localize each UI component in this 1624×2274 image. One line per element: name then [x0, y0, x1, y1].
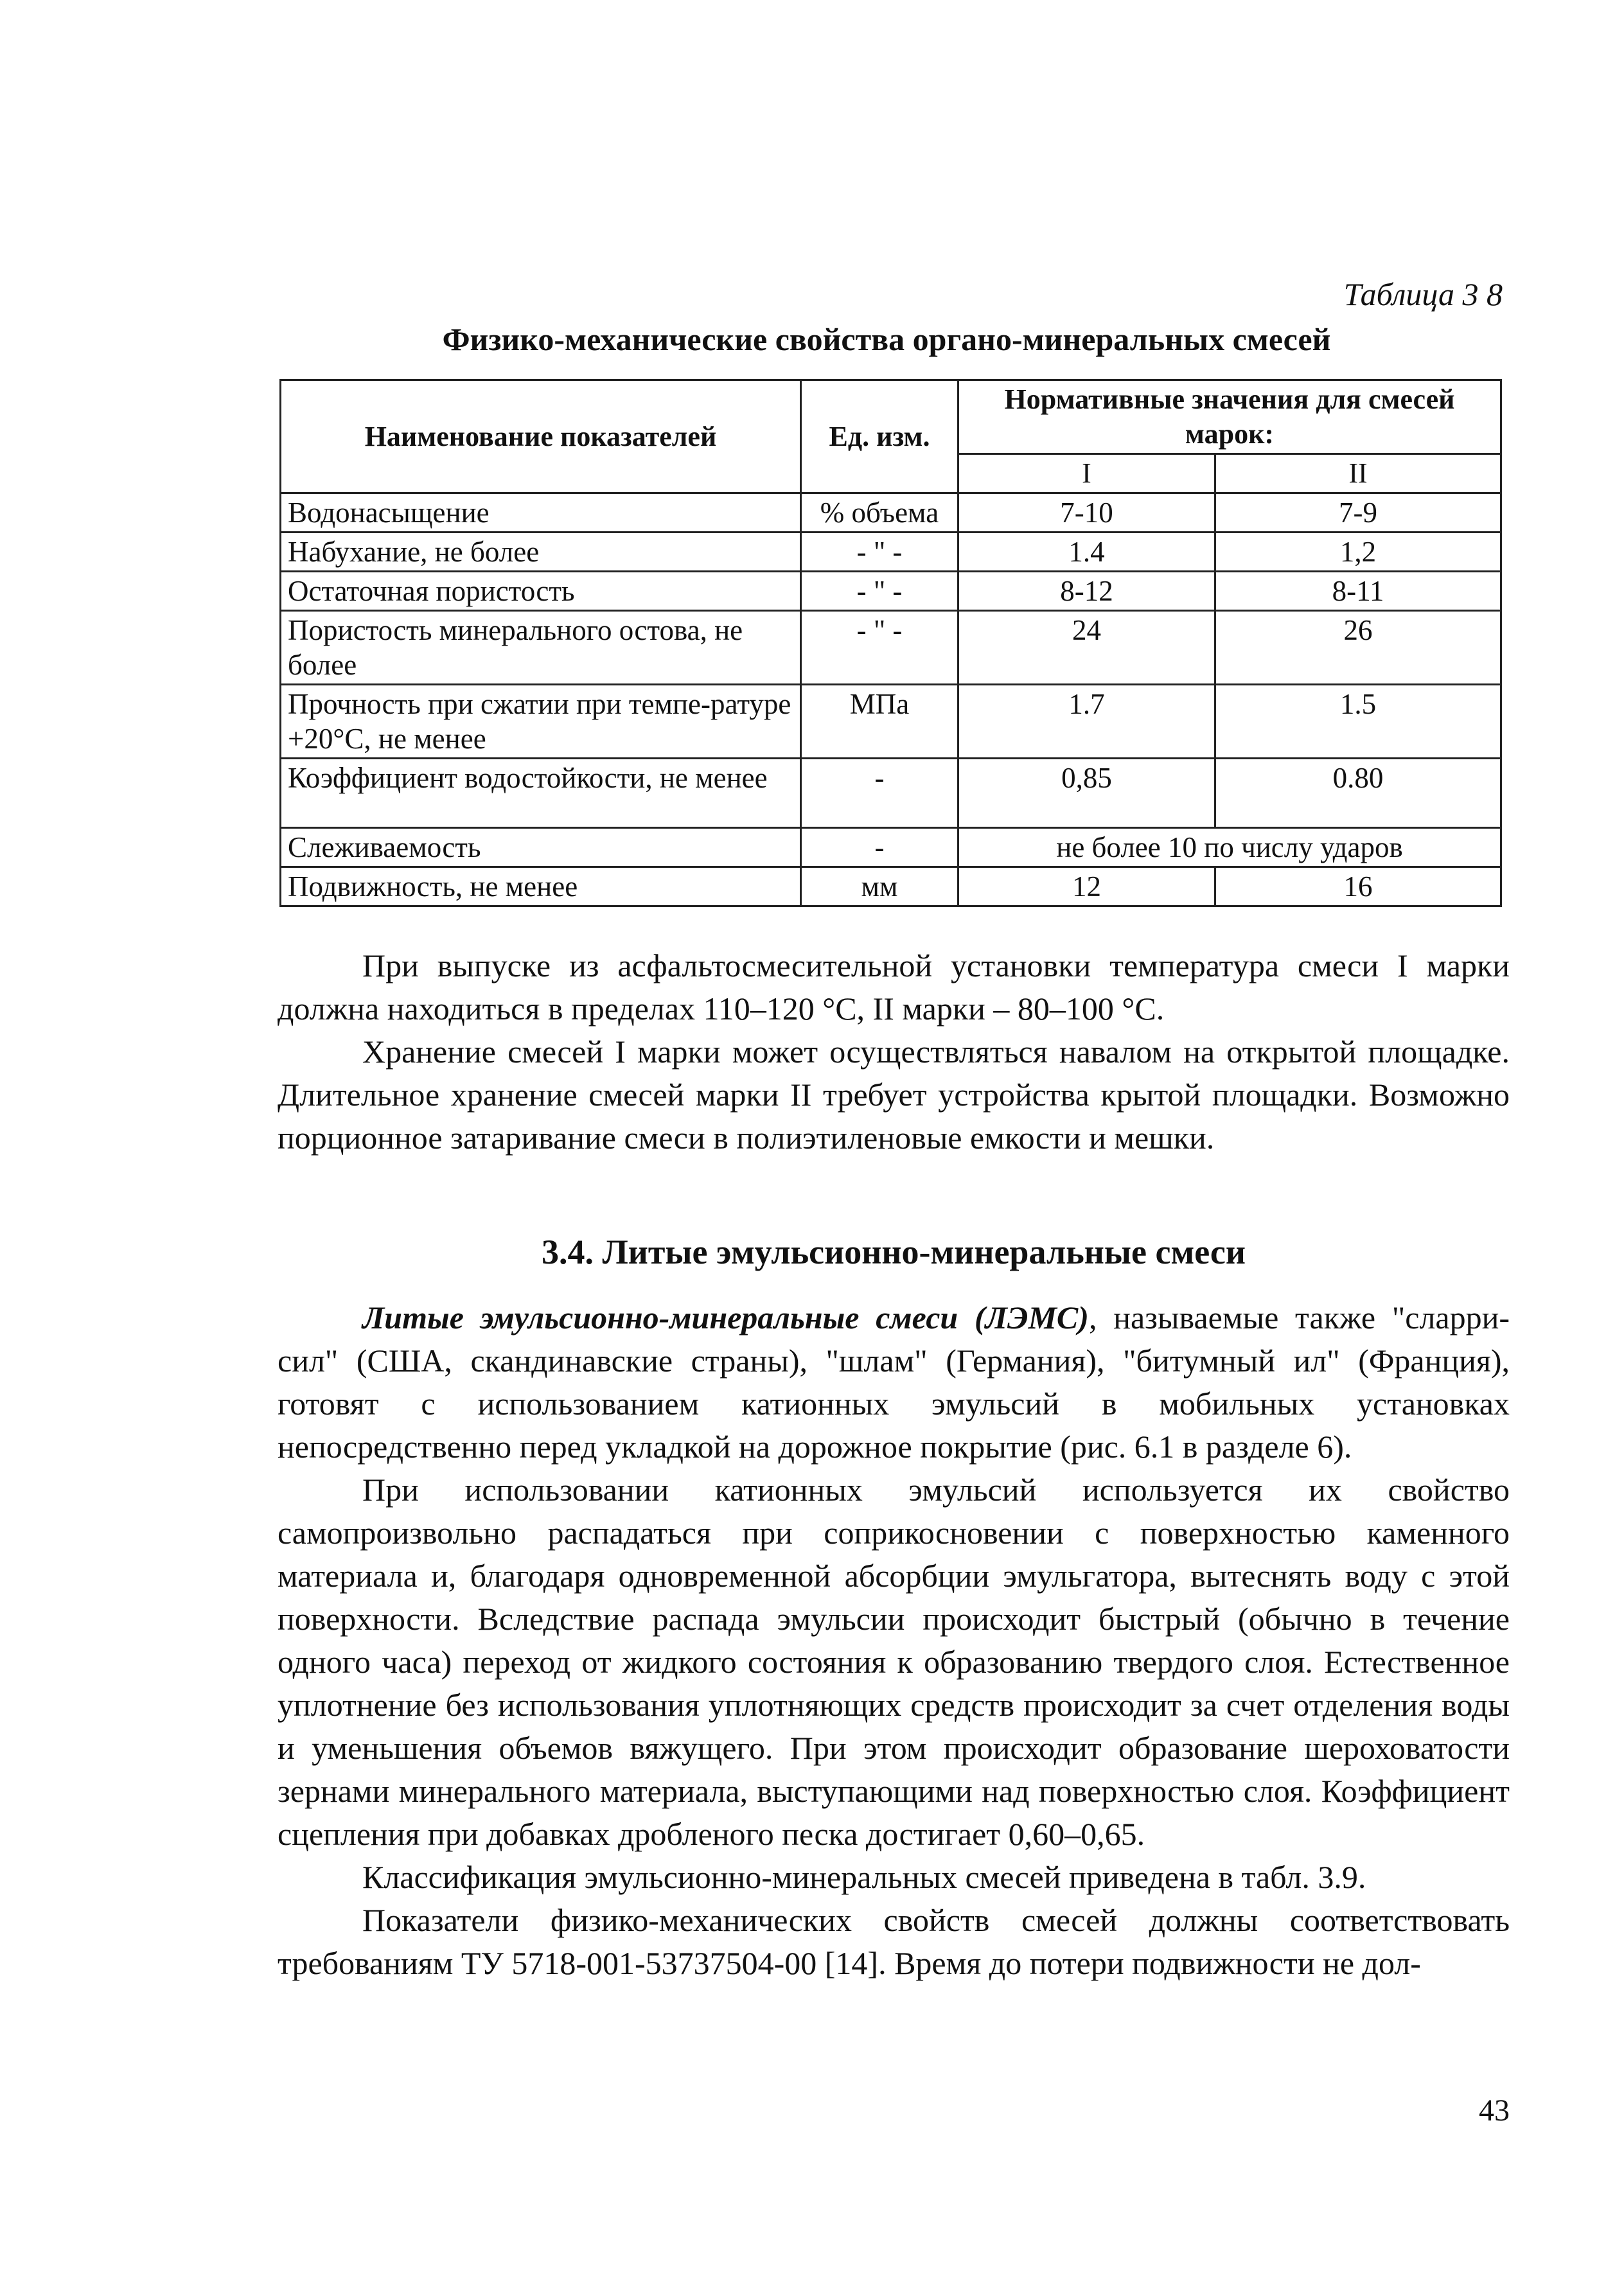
row-unit: - — [801, 759, 958, 828]
row-value-1: 1.7 — [958, 685, 1215, 759]
paragraph — [278, 1296, 1510, 1468]
paragraph: При использовании катионных эмульсий используется их свойство самопроизвольно распадаться при соприкосновении с поверхностью каменного материала и, благодаря одновременной абсорбции эмульгатора, вытеснять воду с этой поверхности. Вследствие распада эмульсии происходит быстрый (обычно в течение одного часа) переход от жидкого состояния к образованию твердого слоя. Естественное уплотнение без использования уплотняющих средств происходит за счет отделения воды и уменьшения объемов вяжущего. При этом происходит образование шероховатости зернами минерального материала, выступающими над поверхностью слоя. Коэффициент сцепления при добавках дробленого песка достигает 0,60–0,65. — [278, 1472, 1510, 1852]
row-value-1: 0,85 — [958, 759, 1215, 828]
row-value-1: 12 — [958, 867, 1215, 906]
section-title: 3.4. Литые эмульсионно-минеральные смеси — [542, 1233, 1246, 1271]
paragraph: Показатели физико-механических свойств смесей должны соответствовать требованиям ТУ 5718-001-53737504-00 [14]. Время до потери подвижности не дол- — [278, 1902, 1510, 1981]
table-row — [281, 533, 1501, 572]
row-name: Коэффициент водостойкости, не менее — [281, 759, 801, 828]
row-value-2: 8-11 — [1215, 572, 1501, 611]
row-name: Подвижность, не менее — [281, 867, 801, 906]
paragraph: Классификация эмульсионно-минеральных смесей приведена в табл. 3.9. — [362, 1859, 1366, 1895]
row-value-2: 26 — [1215, 611, 1501, 685]
row-name: Прочность при сжатии при темпе-ратуре +20°С, не менее — [281, 685, 801, 759]
page-number: 43 — [1479, 2093, 1510, 2128]
row-name: Остаточная пористость — [281, 572, 801, 611]
row-unit: МПа — [801, 685, 958, 759]
row-name: Набухание, не более — [281, 533, 801, 572]
row-name: Слеживаемость — [281, 828, 801, 867]
header-norm: Нормативные значения для смесей марок: — [958, 380, 1501, 454]
term-definition: , называемые также "сларри-сил" (США, скандинавские страны), "шлам" (Германия), "битумный ил" (Франция), готовят с использованием катионных эмульсий в мобильных установках непосредственно перед укладкой на дорожное покрытие (рис. 6.1 в разделе 6). — [278, 1300, 1510, 1465]
paragraph: Хранение смесей I марки может осуществляться навалом на открытой площадке. Длительное хранение смесей марки II требует устройства крытой площадки. Возможно порционное затаривание смеси в полиэтиленовые емкости и мешки. — [278, 1034, 1510, 1156]
properties-table — [279, 379, 1502, 907]
row-unit: - " - — [801, 572, 958, 611]
row-unit: % объема — [801, 493, 958, 533]
term-italic: Литые эмульсионно-минеральные смеси (ЛЭМС) — [362, 1300, 1089, 1335]
header-unit: Ед. изм. — [801, 380, 958, 493]
row-value-2: 0.80 — [1215, 759, 1501, 828]
table-header-row — [281, 380, 1501, 454]
header-name: Наименование показателей — [281, 380, 801, 493]
table-title: Физико-механические свойства органо-минеральных смесей — [442, 321, 1331, 357]
row-value-2: 1.5 — [1215, 685, 1501, 759]
header-grade-1: I — [958, 454, 1215, 493]
row-value-merged: не более 10 по числу ударов — [958, 828, 1501, 867]
row-unit: - — [801, 828, 958, 867]
row-unit: - " - — [801, 611, 958, 685]
text-block-top — [278, 944, 1510, 1159]
table-row — [281, 759, 1501, 828]
paragraph: При выпуске из асфальтосмесительной установки температура смеси I марки должна находиться в пределах 110–120 °С, II марки – 80–100 °С. — [278, 948, 1510, 1027]
row-name: Водонасыщение — [281, 493, 801, 533]
table-row — [281, 867, 1501, 906]
table-row — [281, 611, 1501, 685]
row-value-1: 7-10 — [958, 493, 1215, 533]
row-value-2: 16 — [1215, 867, 1501, 906]
row-value-1: 24 — [958, 611, 1215, 685]
table-label: Таблица 3 8 — [1343, 276, 1503, 312]
table-row — [281, 685, 1501, 759]
row-value-1: 8-12 — [958, 572, 1215, 611]
row-value-2: 7-9 — [1215, 493, 1501, 533]
table-row — [281, 493, 1501, 533]
row-value-2: 1,2 — [1215, 533, 1501, 572]
header-grade-2: II — [1215, 454, 1501, 493]
row-unit: - " - — [801, 533, 958, 572]
text-block-section — [278, 1296, 1510, 1985]
row-unit: мм — [801, 867, 958, 906]
row-value-1: 1.4 — [958, 533, 1215, 572]
table-row — [281, 828, 1501, 867]
row-name: Пористость минерального остова, не более — [281, 611, 801, 685]
table-row — [281, 572, 1501, 611]
